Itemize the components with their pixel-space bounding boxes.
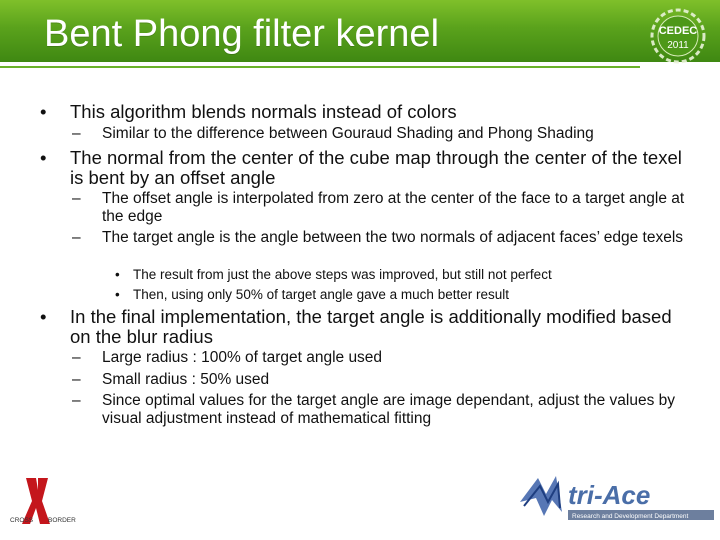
crossborder-logo-right: BORDER	[48, 517, 76, 524]
sub-sub-bullet-item	[115, 267, 693, 283]
sub-bullet-item	[72, 190, 692, 226]
bullet-text: This algorithm blends normals instead of colors	[70, 101, 457, 122]
bullet-item	[40, 147, 690, 188]
sub-sub-bullet-item	[115, 287, 693, 303]
cedec-logo-name: CEDEC	[658, 25, 698, 37]
bullet-marker: •	[40, 306, 47, 327]
triace-logo	[516, 472, 716, 530]
sub-bullet-marker: –	[72, 392, 81, 409]
sub-bullet-marker: –	[72, 125, 81, 142]
sub-bullet-item	[72, 349, 692, 367]
bullet-text: In the final implementation, the target angle is additionally modified based on the blur radius	[70, 306, 672, 347]
bullet-item	[40, 101, 690, 122]
sub-bullet-item	[72, 371, 692, 389]
sub-bullet-text: The offset angle is interpolated from zero at the center of the face to a target angle at the edge	[102, 190, 685, 225]
slide-title: Bent Phong filter kernel	[44, 13, 440, 55]
sub-bullet-marker: –	[72, 371, 81, 388]
crossborder-logo	[8, 474, 80, 528]
sub-bullet-item	[72, 125, 692, 143]
triace-logo-sub: Research and Development Department	[572, 513, 689, 520]
triace-logo-name: tri-Ace	[568, 480, 651, 510]
cedec-logo-year: 2011	[667, 40, 689, 51]
sub-sub-bullet-marker: •	[115, 267, 120, 282]
sub-bullet-text: The target angle is the angle between the two normals of adjacent faces’ edge texels	[102, 229, 684, 246]
sub-bullet-text: Similar to the difference between Gouraud Shading and Phong Shading	[102, 125, 594, 142]
bullet-marker: •	[40, 147, 47, 168]
sub-bullet-item	[72, 392, 692, 428]
sub-sub-bullet-marker: •	[115, 287, 120, 302]
bullet-text: The normal from the center of the cube map through the center of the texel is bent by an offset angle	[70, 147, 682, 188]
crossborder-logo-left: CROSS	[10, 517, 34, 524]
sub-bullet-text: Since optimal values for the target angle are image dependant, adjust the values by visual adjustment instead of mathematical fitting	[102, 392, 676, 427]
bullet-item	[40, 306, 690, 347]
sub-bullet-text: Large radius : 100% of target angle used	[102, 349, 383, 366]
sub-sub-bullet-text: The result from just the above steps was improved, but still not perfect	[133, 267, 552, 282]
sub-bullet-marker: –	[72, 190, 81, 207]
sub-sub-bullet-text: Then, using only 50% of target angle gave a much better result	[133, 287, 509, 302]
sub-bullet-text: Small radius : 50% used	[102, 371, 270, 388]
bullet-marker: •	[40, 101, 47, 122]
sub-bullet-marker: –	[72, 229, 81, 246]
sub-bullet-marker: –	[72, 349, 81, 366]
sub-bullet-item	[72, 229, 692, 247]
